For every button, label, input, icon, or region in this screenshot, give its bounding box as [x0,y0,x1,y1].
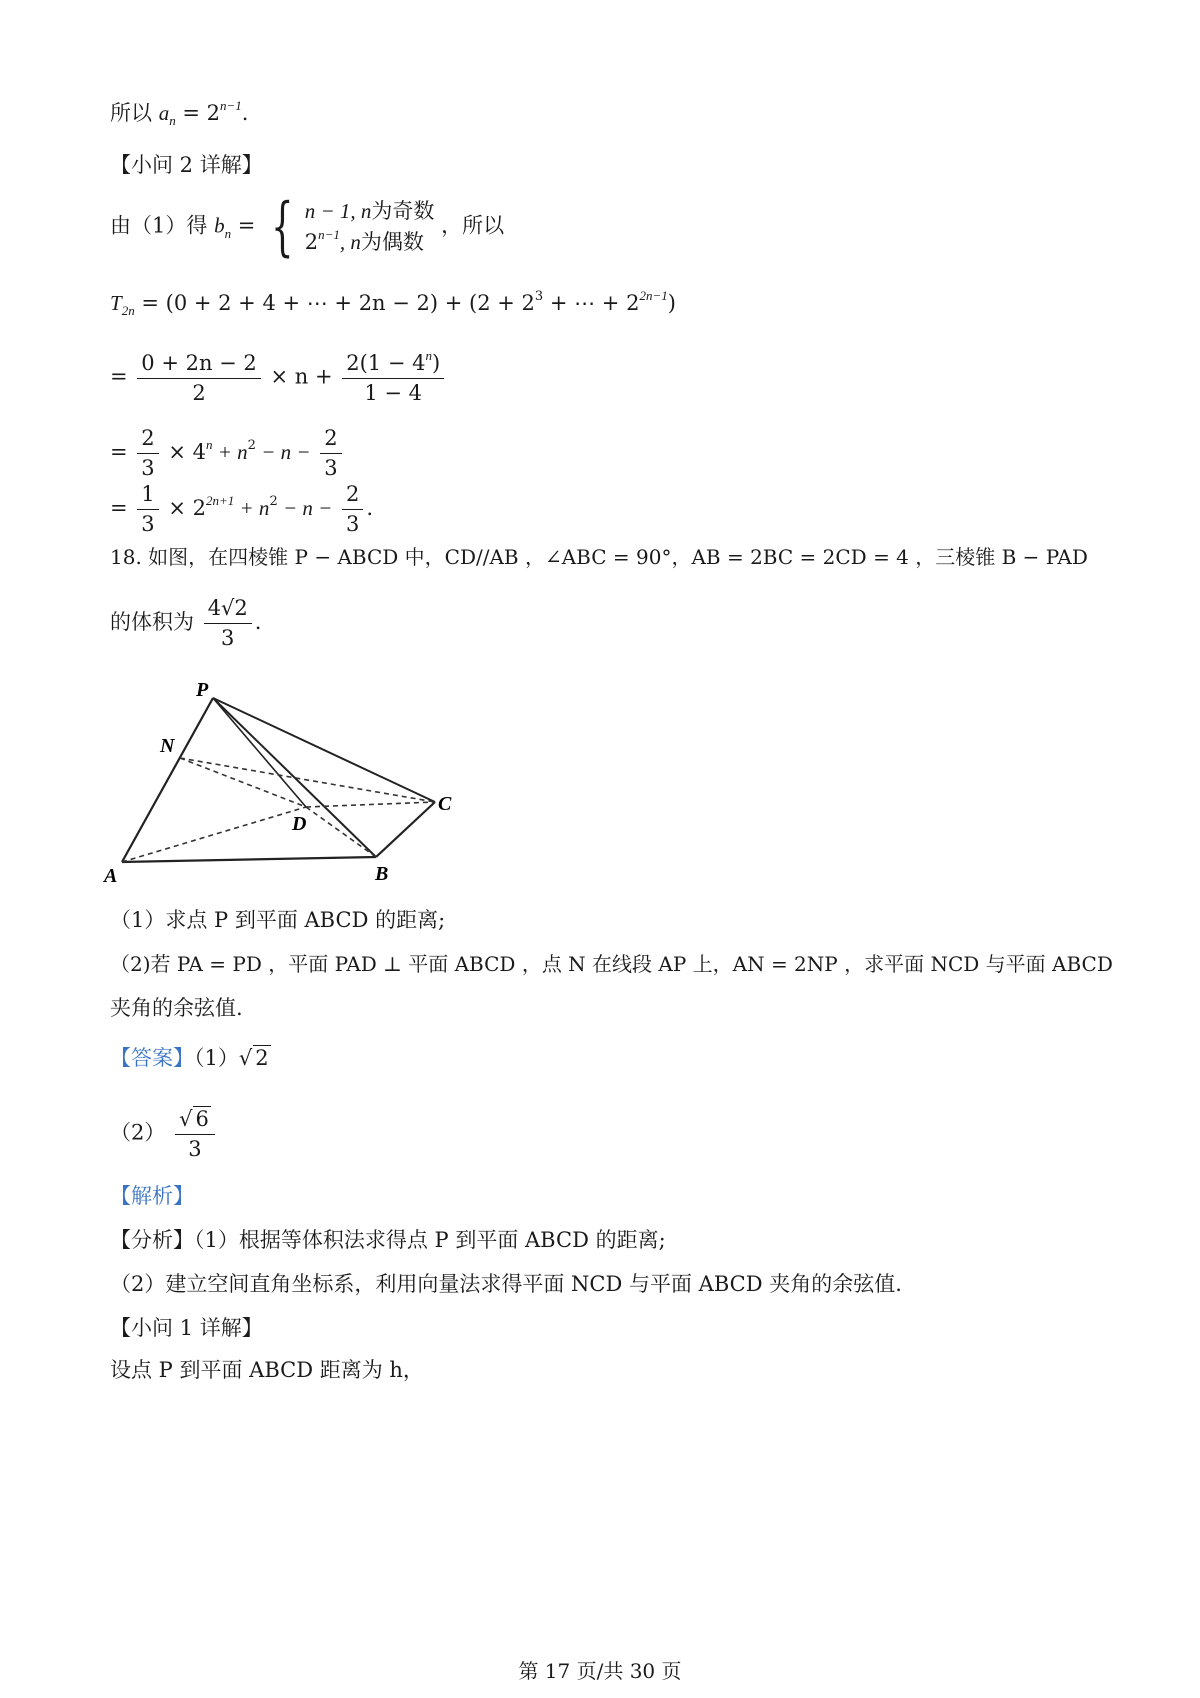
left-brace: { [271,190,294,264]
label-C: C [438,793,452,815]
fraction: $\frac{1}{3}$ [137,480,158,539]
fraction: $\frac{0 + 2n - 2}{2}$ [137,349,261,408]
sub-question-2-heading: 【小问 2 详解】 [110,153,263,177]
fraction: $\frac{√ 6}{3}$ [175,1104,215,1164]
solution-start-line: 设点 P 到平面 ABCD 距离为 h， [110,1358,424,1382]
label-A: A [104,865,118,887]
label-B: B [375,863,389,885]
simplified-line-1: = $\frac{2}{3}$ × $4^n + n^2 - n$ − $\frac{2}{3}$ [110,424,345,483]
fraction: $\frac{2(1 - 4^n)}{1 - 4}$ [342,348,444,408]
label-P: P [196,680,209,701]
edge-AD [122,807,306,862]
edge-PD [213,698,306,807]
fraction: $\frac{4√2}{3}$ [204,594,252,653]
problem-18-volume-line: 的体积为 $\frac{4√2}{3}$ . [110,594,261,653]
simplified-line-2: = $\frac{1}{3}$ × $2^{2n+1} + n^2 - n$ − $\frac{2}{3}$ . [110,480,373,539]
edge-BC [376,802,435,857]
an-result-line: 所以 $a_n = 2^{n-1}$. [110,98,249,129]
edge-DB [306,807,376,857]
sub-question-1-heading: 【小问 1 详解】 [110,1316,263,1340]
fraction: $\frac{2}{3}$ [320,424,341,483]
t2n-sum-line: $T_{2n} = (0 + 2 + 4$ + ⋯ + $2n - 2) + (2 + 2^3$ + ⋯ + $2^{2n-1}$) [110,288,676,319]
analysis-line-2: （2）建立空间直角坐标系，利用向量法求得平面 NCD 与平面 ABCD 夹角的余弦值. [110,1272,902,1296]
pyramid-figure [100,680,480,890]
question-2-line-2: 夹角的余弦值. [110,996,243,1020]
answer-line-1: 【答案】（1）√ 2 [110,1046,269,1070]
fraction: $\frac{2}{3}$ [342,480,363,539]
label-N: N [160,735,175,757]
edge-DC [306,802,435,807]
fraction: $\frac{2}{3}$ [137,424,158,483]
label-D: D [292,813,307,835]
edge-PC [213,698,435,802]
question-1: （1）求点 P 到平面 ABCD 的距离; [110,908,446,932]
bn-piecewise-line: 由（1）得 $b_n$ = { n − 1, n为奇数 $2^{n-1}$, n为偶数 ，所以 [110,190,505,264]
edge-PA [122,698,213,862]
analysis-label: 【解析】 [110,1184,194,1208]
answer-line-2: （2） $\frac{√ 6}{3}$ [110,1104,218,1164]
edge-AB [122,857,376,862]
page-number-footer: 第 17 页/共 30 页 [518,1659,682,1683]
sum-fraction-line: = $\frac{0 + 2n - 2}{2}$ × n + $\frac{2(1 - 4^n)}{1 - 4}$ [110,348,447,408]
answer-label: 【答案】 [110,1046,194,1070]
edge-NC [180,758,435,802]
text-suoyi: 所以 [110,101,152,125]
analysis-line-1: 【分析】（1）根据等体积法求得点 P 到平面 ABCD 的距离; [110,1228,666,1252]
edge-ND [180,758,306,807]
piecewise-cases: n − 1, n为奇数 $2^{n-1}$, n为偶数 [304,198,435,254]
problem-18-statement: 18. 如图，在四棱锥 P − ABCD 中，CD//AB ，∠ABC = 90°，AB = 2BC = 2CD = 4 ，三棱锥 B − PAD [110,545,1088,569]
question-2-line-1: （2)若 PA = PD ，平面 PAD ⊥ 平面 ABCD ，点 N 在线段 AP 上，AN = 2NP ，求平面 NCD 与平面 ABCD [110,952,1113,976]
